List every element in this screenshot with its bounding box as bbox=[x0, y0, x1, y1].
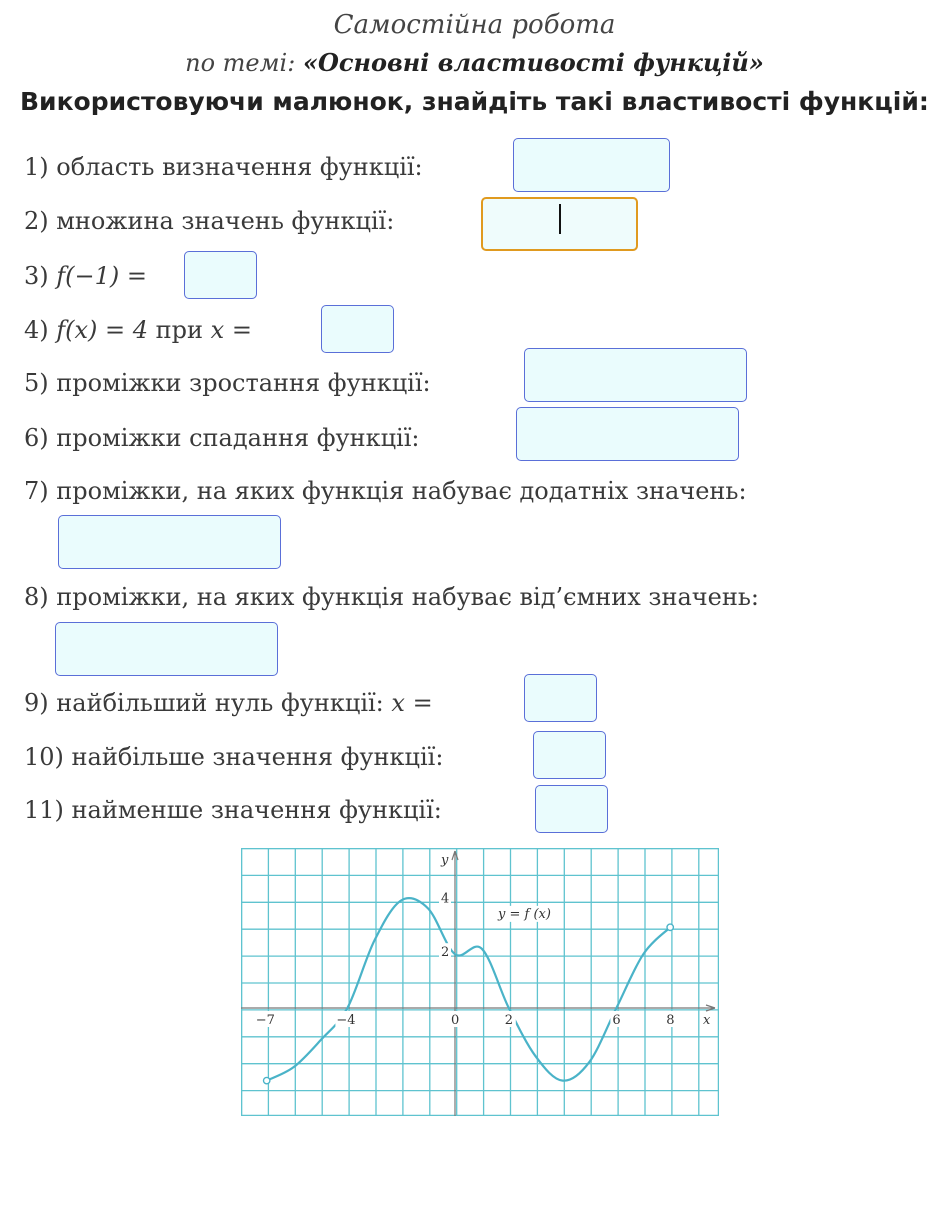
answer-field-10[interactable] bbox=[533, 731, 606, 779]
x-axis-label: x bbox=[703, 1013, 711, 1028]
item-3-label bbox=[24, 262, 147, 290]
item-1-label: 1) область визначення функції: bbox=[24, 153, 423, 181]
answer-field-1[interactable] bbox=[513, 138, 670, 192]
item-4-mid: при bbox=[148, 316, 211, 344]
item-5-label: 5) проміжки зростання функції: bbox=[24, 369, 431, 397]
x-tick-label: −7 bbox=[255, 1013, 275, 1028]
item-4-label bbox=[24, 316, 252, 344]
y-tick-label: 2 bbox=[441, 945, 450, 961]
worksheet-subtitle bbox=[0, 48, 949, 77]
item-10-label: 10) найбільше значення функції: bbox=[24, 743, 444, 771]
answer-field-8[interactable] bbox=[55, 622, 278, 676]
worksheet-title: Самостійна робота bbox=[333, 10, 616, 40]
x-tick-label: −4 bbox=[336, 1013, 356, 1028]
item-4-variable: x = bbox=[210, 316, 252, 344]
subtitle-prefix: по темі: bbox=[185, 49, 303, 77]
item-3-expression: f(−1) = bbox=[56, 262, 147, 290]
x-tick-label: 2 bbox=[504, 1013, 514, 1028]
answer-field-6[interactable] bbox=[516, 407, 739, 461]
grid-border bbox=[242, 849, 719, 1116]
x-tick-label: 8 bbox=[666, 1013, 675, 1028]
item-7-label: 7) проміжки, на яких функція набуває додатніх значень: bbox=[24, 477, 747, 505]
item-8-label: 8) проміжки, на яких функція набуває від’ємних значень: bbox=[24, 583, 759, 611]
x-tick-label: 0 bbox=[451, 1013, 460, 1028]
function-label: y = f (x) bbox=[498, 906, 551, 922]
answer-field-5[interactable] bbox=[524, 348, 747, 402]
endpoint-open-right bbox=[667, 924, 673, 930]
graph-curve bbox=[264, 898, 674, 1084]
item-6-label: 6) проміжки спадання функції: bbox=[24, 424, 420, 452]
answer-field-4[interactable] bbox=[321, 305, 394, 353]
x-tick-label: 6 bbox=[612, 1013, 621, 1028]
item-11-label: 11) найменше значення функції: bbox=[24, 796, 442, 824]
item-9-text: 9) найбільший нуль функції: bbox=[24, 689, 392, 717]
item-4-expression: f(x) = 4 bbox=[56, 316, 149, 344]
item-4-number: 4) bbox=[24, 316, 57, 344]
y-axis-label: y bbox=[441, 853, 449, 868]
endpoint-open-left bbox=[264, 1077, 270, 1083]
task-instruction: Використовуючи малюнок, знайдіть такі властивості функцій: bbox=[20, 87, 929, 116]
subtitle-topic: «Основні властивості функцій» bbox=[302, 48, 764, 77]
graph-grid bbox=[241, 848, 719, 1116]
item-3-number: 3) bbox=[24, 262, 57, 290]
item-9-variable: x = bbox=[391, 689, 433, 717]
graph-labels bbox=[255, 853, 711, 1028]
graph-svg bbox=[241, 848, 719, 1116]
function-graph bbox=[241, 848, 719, 1116]
answer-field-11[interactable] bbox=[535, 785, 608, 833]
item-9-label bbox=[24, 689, 433, 717]
answer-field-7[interactable] bbox=[58, 515, 281, 569]
answer-field-3[interactable] bbox=[184, 251, 257, 299]
text-cursor bbox=[559, 204, 561, 234]
item-2-label: 2) множина значень функції: bbox=[24, 207, 395, 235]
y-tick-label: 4 bbox=[441, 891, 450, 907]
answer-field-9[interactable] bbox=[524, 674, 597, 722]
function-curve bbox=[267, 898, 671, 1081]
